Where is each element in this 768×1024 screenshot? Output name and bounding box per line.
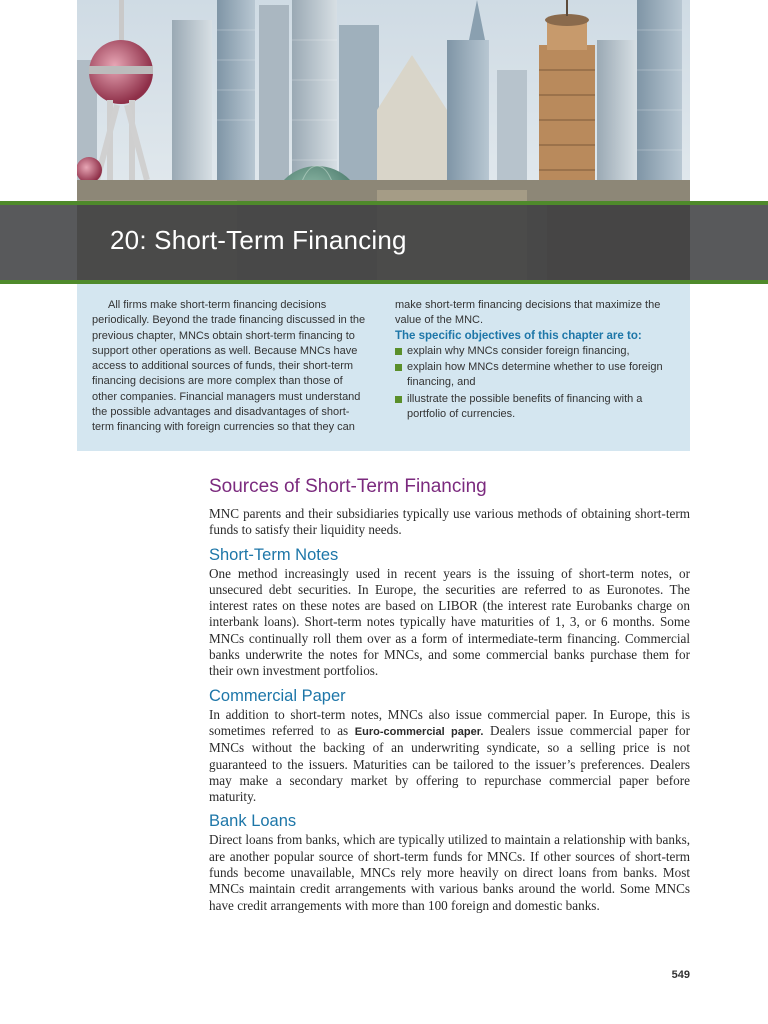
subsection-paragraph-notes: One method increasingly used in recent years is the issuing of short-term notes, or unsecured debt securities. In Europe, the securities are referred to as Euronotes. The interest rates on these notes are based on LIBOR (the interest rate Eurobanks charge on interbank loans). Short-term notes typically have maturities of 1, 3, or 6 months. Some MNCs continually roll them over as a form of intermediate-term financing. Commercial banks underwrite the notes for MNCs, and some commercial banks purchase them for their own investment portfolios.: [209, 565, 690, 679]
subsection-heading-bank-loans: Bank Loans: [209, 812, 297, 831]
intro-paragraph-continued: make short-term financing decisions that maximize the value of the MNC.: [395, 299, 661, 327]
objectives-heading: The specific objectives of this chapter are to:: [395, 329, 642, 342]
chapter-title: 20: Short-Term Financing: [110, 225, 407, 255]
section-paragraph-sources: MNC parents and their subsidiaries typically use various methods of obtaining short-term funds to satisfy their liquidity needs.: [209, 506, 690, 538]
subsection-paragraph-bank-loans: Direct loans from banks, which are typically utilized to maintain a relationship with banks, are another popular source of short-term funds for MNCs. If other sources of short-term funds become unavailable, MNCs rely more heavily on direct loans from banks. Most MNCs maintain credit arrangements with various banks around the world. Some MNCs have credit arrangements with more than 100 foreign and domestic banks.: [209, 832, 690, 913]
intro-right-column: [395, 298, 677, 423]
objective-text: explain why MNCs consider foreign financing,: [407, 344, 630, 357]
objective-text: explain how MNCs determine whether to use foreign financing, and: [407, 361, 663, 389]
objective-item: [395, 360, 677, 391]
subsection-heading-commercial-paper: Commercial Paper: [209, 686, 346, 705]
objective-item: [395, 344, 677, 359]
section-heading-sources: Sources of Short-Term Financing: [209, 476, 487, 497]
subsection-heading-notes: Short-Term Notes: [209, 545, 339, 564]
intro-paragraph: All firms make short-term financing decisions periodically. Beyond the trade financing discussed in the previous chapter, MNCs obtain short-term financing to support other operations as well. Because MNCs have access to additional sources of funds, their short-term financing decisions are more complex than those of other companies. Financial managers must understand the possible advantages and disadvantages of short-term financing with foreign currencies so that they can: [92, 299, 366, 434]
intro-left-column: [92, 298, 367, 436]
objective-item: [395, 392, 677, 423]
chapter-intro-box: [77, 284, 690, 451]
paper-text-after: Dealers issue commercial paper for MNCs without the backing of an underwriting syndicate, so a selling price is not guaranteed to the issuers. Maturities can be tailored to the issuer’s preferences. Dealers may make a secondary market by offering to repurchase commercial paper before maturity.: [209, 722, 691, 805]
objective-text: illustrate the possible benefits of financing with a portfolio of currencies.: [407, 392, 643, 421]
key-term-euro-commercial-paper: Euro-commercial paper.: [354, 725, 484, 738]
paper-text-before: In addition to short-term notes, MNCs also issue commercial paper. In Europe, this is sometimes referred to as: [209, 706, 690, 738]
square-bullet-icon: [395, 348, 402, 355]
square-bullet-icon: [395, 396, 402, 403]
chapter-body: [209, 476, 690, 914]
square-bullet-icon: [395, 364, 402, 371]
subsection-paragraph-commercial-paper: [209, 707, 690, 806]
objectives-list: [395, 344, 677, 422]
page-number: 549: [671, 969, 690, 981]
